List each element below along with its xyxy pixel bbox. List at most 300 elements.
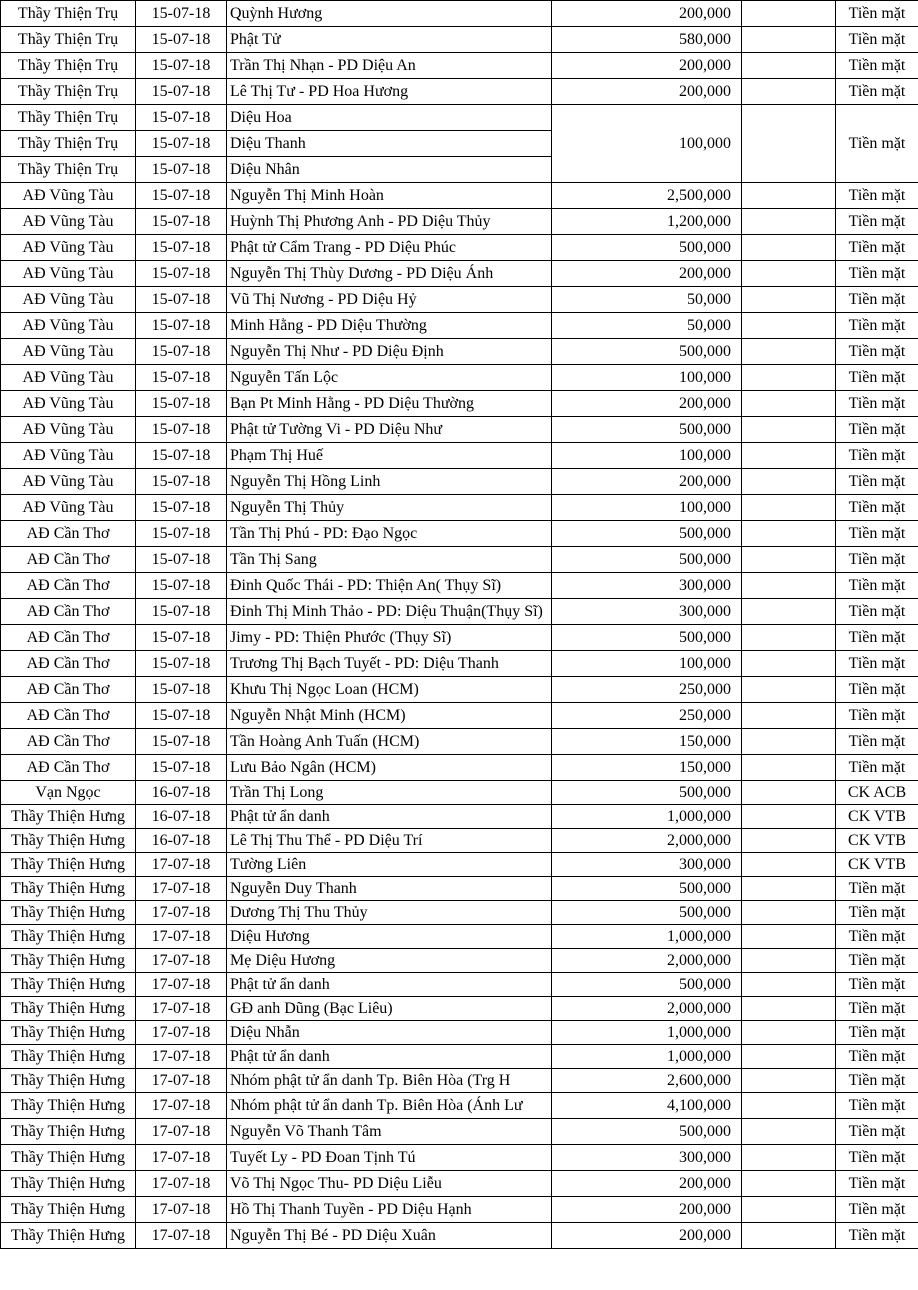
donor-name-cell: Lê Thị Tư - PD Hoa Hương	[227, 79, 552, 105]
amount-cell: 250,000	[552, 677, 742, 703]
payment-method-cell: Tiền mặt	[836, 105, 918, 183]
date-cell: 17-07-18	[136, 949, 227, 973]
date-cell: 15-07-18	[136, 235, 227, 261]
donor-group-cell: AĐ Cần Thơ	[1, 677, 136, 703]
date-cell: 15-07-18	[136, 703, 227, 729]
blank-cell	[742, 901, 836, 925]
table-row	[1, 599, 918, 625]
payment-method-cell: Tiền mặt	[836, 469, 918, 495]
donor-group-cell: Thầy Thiện Trụ	[1, 105, 136, 131]
payment-method-cell: Tiền mặt	[836, 365, 918, 391]
amount-cell: 1,000,000	[552, 925, 742, 949]
amount-cell: 580,000	[552, 27, 742, 53]
payment-method-cell: Tiền mặt	[836, 1171, 918, 1197]
blank-cell	[742, 365, 836, 391]
amount-cell: 4,100,000	[552, 1093, 742, 1119]
table-row	[1, 805, 918, 829]
donor-name-cell: Phật tử ẩn danh	[227, 973, 552, 997]
payment-method-cell: Tiền mặt	[836, 1045, 918, 1069]
payment-method-cell: Tiền mặt	[836, 949, 918, 973]
table-row	[1, 755, 918, 781]
amount-cell: 2,000,000	[552, 829, 742, 853]
table-row	[1, 1069, 918, 1093]
table-row	[1, 105, 918, 131]
blank-cell	[742, 469, 836, 495]
table-row	[1, 973, 918, 997]
amount-cell: 500,000	[552, 877, 742, 901]
payment-method-cell: Tiền mặt	[836, 599, 918, 625]
amount-cell: 200,000	[552, 469, 742, 495]
donor-name-cell: Minh Hằng - PD Diệu Thường	[227, 313, 552, 339]
blank-cell	[742, 261, 836, 287]
payment-method-cell: Tiền mặt	[836, 339, 918, 365]
table-row	[1, 853, 918, 877]
payment-method-cell: Tiền mặt	[836, 79, 918, 105]
table-row	[1, 391, 918, 417]
blank-cell	[742, 651, 836, 677]
blank-cell	[742, 755, 836, 781]
donor-group-cell: Thầy Thiện Hưng	[1, 1069, 136, 1093]
date-cell: 15-07-18	[136, 183, 227, 209]
payment-method-cell: Tiền mặt	[836, 973, 918, 997]
payment-method-cell: Tiền mặt	[836, 925, 918, 949]
table-row	[1, 339, 918, 365]
blank-cell	[742, 729, 836, 755]
table-row	[1, 729, 918, 755]
donor-group-cell: AĐ Vũng Tàu	[1, 209, 136, 235]
payment-method-cell: Tiền mặt	[836, 1093, 918, 1119]
donor-name-cell: Huỳnh Thị Phương Anh - PD Diệu Thủy	[227, 209, 552, 235]
date-cell: 15-07-18	[136, 209, 227, 235]
donor-group-cell: AĐ Cần Thơ	[1, 703, 136, 729]
donor-group-cell: Thầy Thiện Hưng	[1, 1119, 136, 1145]
donor-name-cell: GĐ anh Dũng (Bạc Liêu)	[227, 997, 552, 1021]
date-cell: 16-07-18	[136, 805, 227, 829]
donor-group-cell: AĐ Cần Thơ	[1, 625, 136, 651]
table-row	[1, 495, 918, 521]
amount-cell: 200,000	[552, 53, 742, 79]
date-cell: 17-07-18	[136, 1021, 227, 1045]
donor-name-cell: Phật tử ẩn danh	[227, 805, 552, 829]
donor-name-cell: Tuyết Ly - PD Đoan Tịnh Tú	[227, 1145, 552, 1171]
donor-group-cell: AĐ Cần Thơ	[1, 651, 136, 677]
blank-cell	[742, 1171, 836, 1197]
amount-cell: 1,200,000	[552, 209, 742, 235]
blank-cell	[742, 997, 836, 1021]
blank-cell	[742, 877, 836, 901]
donor-group-cell: AĐ Vũng Tàu	[1, 417, 136, 443]
amount-cell: 100,000	[552, 495, 742, 521]
donor-name-cell: Lê Thị Thu Thể - PD Diệu Trí	[227, 829, 552, 853]
donation-table-body	[1, 1, 918, 1249]
payment-method-cell: Tiền mặt	[836, 495, 918, 521]
blank-cell	[742, 829, 836, 853]
donor-group-cell: AĐ Vũng Tàu	[1, 443, 136, 469]
donor-group-cell: AĐ Vũng Tàu	[1, 287, 136, 313]
donor-name-cell: Nguyễn Nhật Minh (HCM)	[227, 703, 552, 729]
table-row	[1, 1, 918, 27]
payment-method-cell: Tiền mặt	[836, 1069, 918, 1093]
blank-cell	[742, 949, 836, 973]
donor-name-cell: Phật tử Tường Vi - PD Diệu Như	[227, 417, 552, 443]
date-cell: 15-07-18	[136, 495, 227, 521]
table-row	[1, 1197, 918, 1223]
donor-group-cell: AĐ Cần Thơ	[1, 729, 136, 755]
amount-cell: 1,000,000	[552, 805, 742, 829]
payment-method-cell: Tiền mặt	[836, 755, 918, 781]
table-row	[1, 877, 918, 901]
date-cell: 15-07-18	[136, 755, 227, 781]
date-cell: 15-07-18	[136, 573, 227, 599]
date-cell: 15-07-18	[136, 131, 227, 157]
blank-cell	[742, 1197, 836, 1223]
blank-cell	[742, 79, 836, 105]
payment-method-cell: Tiền mặt	[836, 1197, 918, 1223]
donor-name-cell: Quỳnh Hương	[227, 1, 552, 27]
date-cell: 17-07-18	[136, 901, 227, 925]
amount-cell: 500,000	[552, 901, 742, 925]
donor-name-cell: Phật tử ẩn danh	[227, 1045, 552, 1069]
blank-cell	[742, 339, 836, 365]
date-cell: 15-07-18	[136, 417, 227, 443]
donor-name-cell: Diệu Thanh	[227, 131, 552, 157]
donor-group-cell: AĐ Cần Thơ	[1, 547, 136, 573]
date-cell: 17-07-18	[136, 1223, 227, 1249]
amount-cell: 200,000	[552, 1, 742, 27]
donor-group-cell: Thầy Thiện Hưng	[1, 877, 136, 901]
donor-group-cell: AĐ Vũng Tàu	[1, 261, 136, 287]
amount-cell: 50,000	[552, 313, 742, 339]
blank-cell	[742, 1145, 836, 1171]
blank-cell	[742, 1, 836, 27]
date-cell: 15-07-18	[136, 625, 227, 651]
amount-cell: 200,000	[552, 1223, 742, 1249]
table-row	[1, 1223, 918, 1249]
table-row	[1, 261, 918, 287]
amount-cell: 300,000	[552, 853, 742, 877]
table-row	[1, 417, 918, 443]
donor-group-cell: Thầy Thiện Hưng	[1, 1021, 136, 1045]
donor-name-cell: Khưu Thị Ngọc Loan (HCM)	[227, 677, 552, 703]
donor-group-cell: Thầy Thiện Hưng	[1, 805, 136, 829]
blank-cell	[742, 183, 836, 209]
date-cell: 15-07-18	[136, 105, 227, 131]
amount-cell: 150,000	[552, 755, 742, 781]
date-cell: 17-07-18	[136, 1119, 227, 1145]
amount-cell: 300,000	[552, 1145, 742, 1171]
donor-name-cell: Phật Tử	[227, 27, 552, 53]
donor-name-cell: Nguyễn Võ Thanh Tâm	[227, 1119, 552, 1145]
payment-method-cell: Tiền mặt	[836, 877, 918, 901]
donor-name-cell: Nguyễn Thị Thùy Dương - PD Diệu Ánh	[227, 261, 552, 287]
amount-cell: 200,000	[552, 391, 742, 417]
date-cell: 17-07-18	[136, 997, 227, 1021]
amount-cell: 100,000	[552, 443, 742, 469]
payment-method-cell: Tiền mặt	[836, 703, 918, 729]
donor-name-cell: Nguyễn Duy Thanh	[227, 877, 552, 901]
donor-group-cell: AĐ Vũng Tàu	[1, 469, 136, 495]
blank-cell	[742, 235, 836, 261]
table-row	[1, 547, 918, 573]
payment-method-cell: Tiền mặt	[836, 997, 918, 1021]
table-row	[1, 703, 918, 729]
table-row	[1, 287, 918, 313]
amount-cell: 2,000,000	[552, 949, 742, 973]
donor-group-cell: Thầy Thiện Hưng	[1, 1171, 136, 1197]
donor-name-cell: Diệu Nhân	[227, 157, 552, 183]
donor-group-cell: Thầy Thiện Hưng	[1, 853, 136, 877]
date-cell: 15-07-18	[136, 287, 227, 313]
donor-group-cell: Thầy Thiện Trụ	[1, 79, 136, 105]
donor-group-cell: Thầy Thiện Trụ	[1, 27, 136, 53]
table-row	[1, 235, 918, 261]
donor-name-cell: Nguyễn Thị Như - PD Diệu Định	[227, 339, 552, 365]
donor-group-cell: AĐ Vũng Tàu	[1, 339, 136, 365]
table-row	[1, 651, 918, 677]
blank-cell	[742, 417, 836, 443]
payment-method-cell: Tiền mặt	[836, 417, 918, 443]
donor-name-cell: Trương Thị Bạch Tuyết - PD: Diệu Thanh	[227, 651, 552, 677]
date-cell: 17-07-18	[136, 1093, 227, 1119]
donor-group-cell: Thầy Thiện Trụ	[1, 131, 136, 157]
amount-cell: 2,000,000	[552, 997, 742, 1021]
payment-method-cell: Tiền mặt	[836, 261, 918, 287]
donor-name-cell: Hồ Thị Thanh Tuyền - PD Diệu Hạnh	[227, 1197, 552, 1223]
blank-cell	[742, 547, 836, 573]
table-row	[1, 1093, 918, 1119]
blank-cell	[742, 703, 836, 729]
payment-method-cell: Tiền mặt	[836, 209, 918, 235]
blank-cell	[742, 853, 836, 877]
donor-name-cell: Mẹ Diệu Hương	[227, 949, 552, 973]
amount-cell: 500,000	[552, 625, 742, 651]
donor-name-cell: Diệu Hoa	[227, 105, 552, 131]
amount-cell: 150,000	[552, 729, 742, 755]
donor-name-cell: Lưu Bảo Ngân (HCM)	[227, 755, 552, 781]
date-cell: 17-07-18	[136, 973, 227, 997]
donor-name-cell: Nhóm phật tử ẩn danh Tp. Biên Hòa (Trg H	[227, 1069, 552, 1093]
date-cell: 15-07-18	[136, 547, 227, 573]
amount-cell: 300,000	[552, 599, 742, 625]
date-cell: 15-07-18	[136, 469, 227, 495]
blank-cell	[742, 209, 836, 235]
table-row	[1, 901, 918, 925]
payment-method-cell: Tiền mặt	[836, 235, 918, 261]
table-row	[1, 677, 918, 703]
donor-name-cell: Phật tử Cẩm Trang - PD Diệu Phúc	[227, 235, 552, 261]
date-cell: 15-07-18	[136, 729, 227, 755]
amount-cell: 1,000,000	[552, 1045, 742, 1069]
blank-cell	[742, 53, 836, 79]
table-row	[1, 365, 918, 391]
blank-cell	[742, 973, 836, 997]
payment-method-cell: CK VTB	[836, 853, 918, 877]
payment-method-cell: Tiền mặt	[836, 1145, 918, 1171]
date-cell: 16-07-18	[136, 829, 227, 853]
payment-method-cell: Tiền mặt	[836, 391, 918, 417]
donor-name-cell: Trần Thị Nhạn - PD Diệu An	[227, 53, 552, 79]
blank-cell	[742, 1093, 836, 1119]
donor-group-cell: AĐ Cần Thơ	[1, 755, 136, 781]
blank-cell	[742, 1223, 836, 1249]
date-cell: 17-07-18	[136, 1145, 227, 1171]
payment-method-cell: Tiền mặt	[836, 443, 918, 469]
table-row	[1, 1021, 918, 1045]
blank-cell	[742, 1045, 836, 1069]
table-row	[1, 313, 918, 339]
blank-cell	[742, 287, 836, 313]
payment-method-cell: Tiền mặt	[836, 729, 918, 755]
donor-group-cell: Thầy Thiện Hưng	[1, 1223, 136, 1249]
payment-method-cell: Tiền mặt	[836, 1119, 918, 1145]
donor-group-cell: AĐ Cần Thơ	[1, 521, 136, 547]
payment-method-cell: Tiền mặt	[836, 1223, 918, 1249]
table-row	[1, 79, 918, 105]
payment-method-cell: CK ACB	[836, 781, 918, 805]
donor-name-cell: Phạm Thị Huế	[227, 443, 552, 469]
donor-name-cell: Jimy - PD: Thiện Phước (Thụy Sĩ)	[227, 625, 552, 651]
table-row	[1, 829, 918, 853]
payment-method-cell: Tiền mặt	[836, 313, 918, 339]
date-cell: 15-07-18	[136, 599, 227, 625]
payment-method-cell: Tiền mặt	[836, 677, 918, 703]
blank-cell	[742, 443, 836, 469]
date-cell: 17-07-18	[136, 877, 227, 901]
donor-name-cell: Đinh Quốc Thái - PD: Thiện An( Thụy Sĩ)	[227, 573, 552, 599]
table-row	[1, 573, 918, 599]
date-cell: 15-07-18	[136, 313, 227, 339]
donor-name-cell: Nguyễn Thị Thủy	[227, 495, 552, 521]
payment-method-cell: Tiền mặt	[836, 1, 918, 27]
date-cell: 17-07-18	[136, 1045, 227, 1069]
amount-cell: 2,500,000	[552, 183, 742, 209]
donor-name-cell: Diệu Nhẫn	[227, 1021, 552, 1045]
date-cell: 15-07-18	[136, 677, 227, 703]
table-row	[1, 625, 918, 651]
blank-cell	[742, 105, 836, 183]
amount-cell: 500,000	[552, 521, 742, 547]
donor-group-cell: AĐ Vũng Tàu	[1, 391, 136, 417]
date-cell: 15-07-18	[136, 53, 227, 79]
table-row	[1, 521, 918, 547]
blank-cell	[742, 495, 836, 521]
donor-group-cell: Thầy Thiện Trụ	[1, 157, 136, 183]
amount-cell: 200,000	[552, 1171, 742, 1197]
amount-cell: 100,000	[552, 651, 742, 677]
donor-group-cell: Thầy Thiện Hưng	[1, 829, 136, 853]
donor-name-cell: Nguyễn Thị Hồng Linh	[227, 469, 552, 495]
payment-method-cell: Tiền mặt	[836, 53, 918, 79]
amount-cell: 50,000	[552, 287, 742, 313]
table-row	[1, 1145, 918, 1171]
amount-cell: 500,000	[552, 1119, 742, 1145]
amount-cell: 500,000	[552, 547, 742, 573]
donor-name-cell: Tần Thị Phú - PD: Đạo Ngọc	[227, 521, 552, 547]
blank-cell	[742, 599, 836, 625]
donor-name-cell: Nguyễn Tấn Lộc	[227, 365, 552, 391]
donor-group-cell: Thầy Thiện Trụ	[1, 53, 136, 79]
donor-group-cell: Thầy Thiện Hưng	[1, 949, 136, 973]
donor-group-cell: Thầy Thiện Hưng	[1, 973, 136, 997]
donor-name-cell: Nhóm phật tử ẩn danh Tp. Biên Hòa (Ánh Lư	[227, 1093, 552, 1119]
table-row	[1, 1119, 918, 1145]
amount-cell: 500,000	[552, 417, 742, 443]
date-cell: 15-07-18	[136, 391, 227, 417]
payment-method-cell: CK VTB	[836, 829, 918, 853]
payment-method-cell: Tiền mặt	[836, 1021, 918, 1045]
table-row	[1, 209, 918, 235]
amount-cell: 100,000	[552, 365, 742, 391]
table-row	[1, 1171, 918, 1197]
payment-method-cell: Tiền mặt	[836, 901, 918, 925]
payment-method-cell: Tiền mặt	[836, 573, 918, 599]
amount-cell: 2,600,000	[552, 1069, 742, 1093]
donor-group-cell: AĐ Vũng Tàu	[1, 365, 136, 391]
donor-name-cell: Bạn Pt Minh Hằng - PD Diệu Thường	[227, 391, 552, 417]
amount-cell: 200,000	[552, 1197, 742, 1223]
amount-cell: 1,000,000	[552, 1021, 742, 1045]
date-cell: 15-07-18	[136, 27, 227, 53]
donor-group-cell: Thầy Thiện Hưng	[1, 997, 136, 1021]
date-cell: 17-07-18	[136, 925, 227, 949]
table-row	[1, 443, 918, 469]
payment-method-cell: Tiền mặt	[836, 625, 918, 651]
payment-method-cell: Tiền mặt	[836, 27, 918, 53]
date-cell: 17-07-18	[136, 1171, 227, 1197]
blank-cell	[742, 781, 836, 805]
donor-name-cell: Tần Hoàng Anh Tuấn (HCM)	[227, 729, 552, 755]
table-row	[1, 997, 918, 1021]
donor-group-cell: Thầy Thiện Hưng	[1, 1145, 136, 1171]
blank-cell	[742, 925, 836, 949]
blank-cell	[742, 805, 836, 829]
donor-name-cell: Võ Thị Ngọc Thu- PD Diệu Liễu	[227, 1171, 552, 1197]
date-cell: 15-07-18	[136, 261, 227, 287]
donor-group-cell: Thầy Thiện Trụ	[1, 1, 136, 27]
blank-cell	[742, 27, 836, 53]
blank-cell	[742, 313, 836, 339]
amount-cell: 250,000	[552, 703, 742, 729]
donor-name-cell: Đinh Thị Minh Thảo - PD: Diệu Thuận(Thụy Sĩ)	[227, 599, 552, 625]
donor-group-cell: AĐ Vũng Tàu	[1, 313, 136, 339]
donor-group-cell: Thầy Thiện Hưng	[1, 901, 136, 925]
donor-name-cell: Nguyễn Thị Minh Hoàn	[227, 183, 552, 209]
donor-group-cell: AĐ Vũng Tàu	[1, 495, 136, 521]
donor-name-cell: Trần Thị Long	[227, 781, 552, 805]
amount-cell: 500,000	[552, 235, 742, 261]
blank-cell	[742, 625, 836, 651]
table-row	[1, 949, 918, 973]
blank-cell	[742, 677, 836, 703]
donor-group-cell: AĐ Cần Thơ	[1, 573, 136, 599]
payment-method-cell: Tiền mặt	[836, 651, 918, 677]
table-row	[1, 53, 918, 79]
payment-method-cell: Tiền mặt	[836, 183, 918, 209]
date-cell: 16-07-18	[136, 781, 227, 805]
amount-cell: 500,000	[552, 781, 742, 805]
donor-name-cell: Vũ Thị Nương - PD Diệu Hỷ	[227, 287, 552, 313]
amount-cell: 200,000	[552, 261, 742, 287]
amount-cell: 300,000	[552, 573, 742, 599]
amount-cell: 100,000	[552, 105, 742, 183]
blank-cell	[742, 1021, 836, 1045]
payment-method-cell: Tiền mặt	[836, 521, 918, 547]
donor-name-cell: Dương Thị Thu Thủy	[227, 901, 552, 925]
blank-cell	[742, 573, 836, 599]
date-cell: 15-07-18	[136, 79, 227, 105]
date-cell: 15-07-18	[136, 339, 227, 365]
amount-cell: 500,000	[552, 973, 742, 997]
